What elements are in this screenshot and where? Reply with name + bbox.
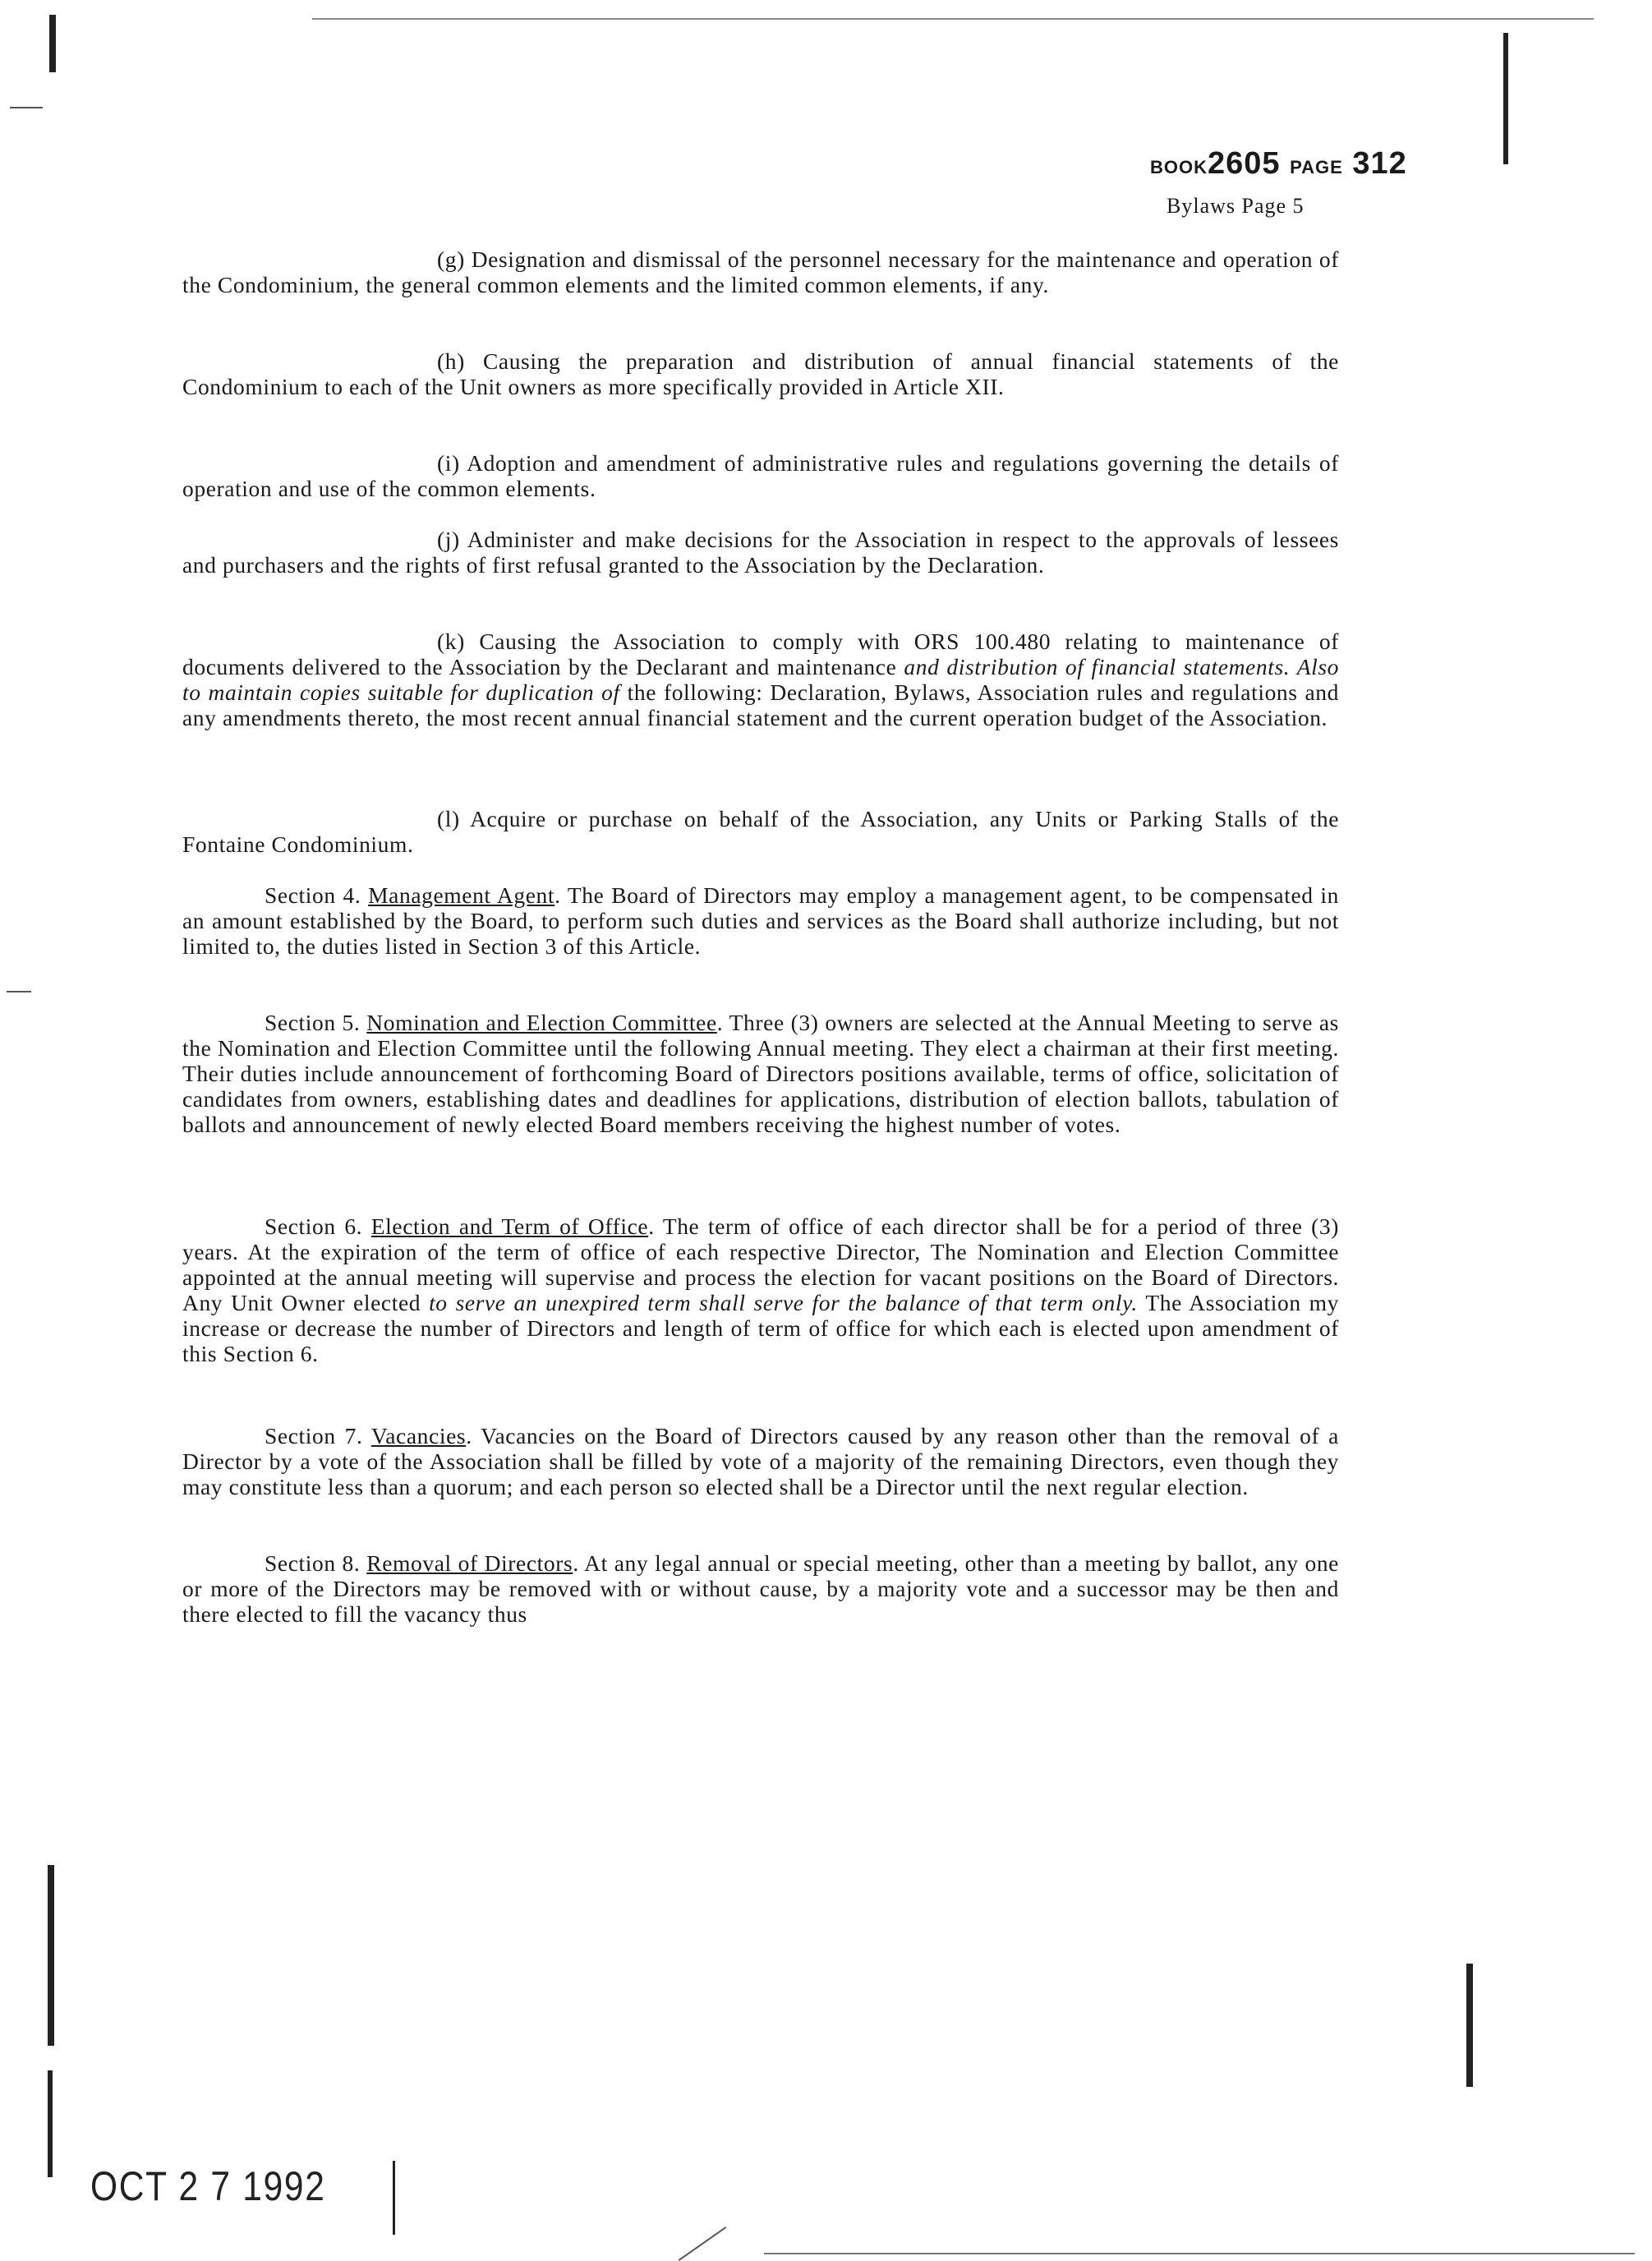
scan-mark-bottom-left-2 (48, 2070, 53, 2177)
paragraph-marker: (j) (437, 527, 460, 552)
paragraph-marker: (g) (437, 246, 465, 272)
paragraph-text: Causing the preparation and distribution of annual financial statements of the Condominium to each of the Unit owners as more specifically provided in Article XII. (182, 348, 1339, 399)
paragraph-text: Acquire or purchase on behalf of the Association, any Units or Parking Stalls of the Fontaine Condominium. (182, 806, 1339, 857)
book-page-stamp: BOOK2605 PAGE 312 (1150, 146, 1407, 181)
section-7: Section 7. Vacancies. Vacancies on the Board of Directors caused by any reason other than the removal of a Director by a vote of the Association shall be filled by vote of a majority of the remaining Directors, even though they may constitute less than a quorum; and each person so elected shall be a Director until the next regular election. (182, 1423, 1339, 1499)
signature-stroke (679, 2226, 726, 2261)
section-text: At any legal annual or special meeting, other than a meeting by ballot, any one or more of the Directors may be removed with or without cause, by a majority vote and a successor may be then and there elected to fill the vacancy thus (182, 1550, 1339, 1627)
section-4: Section 4. Management Agent. The Board of Directors may employ a management agent, to be compensated in an amount established by the Board, to perform such duties and services as the Board shall authorize including, but not limited to, the duties listed in Section 3 of this Article. (182, 882, 1339, 959)
section-8: Section 8. Removal of Directors. At any legal annual or special meeting, other than a meeting by ballot, any one or more of the Directors may be removed with or without cause, by a majority vote and a successor may be then and there elected to fill the vacancy thus (182, 1550, 1339, 1627)
scan-line-bottom (764, 2253, 1635, 2254)
scan-mark-top-right (1503, 33, 1508, 164)
scan-mark-bottom-left (48, 1865, 54, 2046)
signature-mark (393, 2161, 395, 2235)
section-heading: Removal of Directors (366, 1550, 573, 1576)
section-label: Section 4. (265, 882, 361, 908)
paragraph-i (182, 450, 1339, 501)
recording-date-stamp: OCT 2 7 1992 (90, 2163, 326, 2209)
section-6: Section 6. Election and Term of Office. The term of office of each director shall be for a period of three (3) years. At the expiration of the term of office of each respective Director, The Nomination and Election Committee appointed at the annual meeting will supervise and process the election for vacant positions on the Board of Directors. Any Unit Owner elected to serve an unexpired term shall serve for the balance of that term only. The Association my increase or decrease the number of Directors and length of term of office for which each is elected upon amendment of this Section 6. (182, 1213, 1340, 1366)
paragraph-g (182, 246, 1339, 297)
section-text: The Association my increase or decrease the number of Directors and length of term of office for which each is elected upon amendment of this Section 6. (182, 1290, 1340, 1366)
paragraph-l (182, 806, 1339, 857)
paragraph-h (182, 348, 1339, 399)
paragraph-k (182, 629, 1339, 730)
paragraph-marker: (h) (437, 348, 465, 374)
paragraph-j (182, 527, 1339, 578)
section-heading: Vacancies (370, 1423, 467, 1448)
scan-line-top (312, 18, 1594, 20)
scan-mark-bottom-right (1466, 1964, 1473, 2087)
section-label: Section 8. (265, 1550, 361, 1576)
section-label: Section 6. (265, 1213, 363, 1239)
section-heading: Management Agent (368, 882, 555, 908)
section-label: Section 5. (265, 1010, 361, 1035)
scan-mark-left-2 (7, 991, 31, 992)
paragraph-text: Administer and make decisions for the Association in respect to the approvals of lessees and purchasers and the rights of first refusal granted to the Association by the Declaration. (182, 527, 1339, 578)
section-text: The Board of Directors may employ a management agent, to be compensated in an amount established by the Board, to perform such duties and services as the Board shall authorize including, but not limited to, the duties listed in Section 3 of this Article. (182, 882, 1339, 959)
section-heading: Nomination and Election Committee (366, 1010, 717, 1035)
paragraph-text: Causing the Association to comply with ORS 100.480 relating to maintenance of documents delivered to the Association by the Declarant and maintenance (182, 629, 1339, 679)
paragraph-text: Designation and dismissal of the personnel necessary for the maintenance and operation of the Condominium, the general common elements and the limited common elements, if any. (182, 246, 1340, 297)
paragraph-text: Adoption and amendment of administrative rules and regulations governing the details of operation and use of the common elements. (182, 450, 1339, 501)
paragraph-marker: (i) (437, 450, 460, 476)
paragraph-text: the following: Declaration, Bylaws, Association rules and regulations and any amendments thereto, the most recent annual financial statement and the current operation budget of the Association. (182, 679, 1339, 730)
section-text: Vacancies on the Board of Directors caused by any reason other than the removal of a Director by a vote of the Association shall be filled by vote of a majority of the remaining Directors, even though they may constitute less than a quorum; and each person so elected shall be a Director until the next regular election. (182, 1423, 1339, 1499)
section-label: Section 7. (265, 1423, 363, 1448)
section-heading: Election and Term of Office (370, 1213, 649, 1239)
scan-mark-left-1 (10, 107, 43, 108)
paragraph-marker: (k) (437, 629, 465, 654)
section-text: The term of office of each director shall be for a period of three (3) years. At the expiration of the term of office of each respective Director, The Nomination and Election Committee appointed at the annual meeting will supervise and process the election for vacant positions on the Board of Directors. Any Unit Owner elected (182, 1213, 1339, 1315)
section-text: Three (3) owners are selected at the Annual Meeting to serve as the Nomination and Election Committee until the following Annual meeting. They elect a chairman at their first meeting. Their duties include announcement of forthcoming Board of Directors positions available, terms of office, solicitation of candidates from owners, establishing dates and deadlines for applications, distribution of election ballots, tabulation of ballots and announcement of newly elected Board members receiving the highest number of votes. (182, 1010, 1339, 1137)
section-text-italic: to serve an unexpired term shall serve for the balance of that term only. (429, 1290, 1138, 1315)
section-5: Section 5. Nomination and Election Committee. Three (3) owners are selected at the Annual Meeting to serve as the Nomination and Election Committee until the following Annual meeting. They elect a chairman at their first meeting. Their duties include announcement of forthcoming Board of Directors positions available, terms of office, solicitation of candidates from owners, establishing dates and deadlines for applications, distribution of election ballots, tabulation of ballots and announcement of newly elected Board members receiving the highest number of votes. (182, 1010, 1339, 1137)
paragraph-text-italic: and distribution of financial statements. Also to maintain copies suitable for duplication of (182, 654, 1339, 705)
scan-mark-top-left (49, 15, 56, 72)
paragraph-marker: (l) (437, 806, 460, 831)
running-header: Bylaws Page 5 (1167, 194, 1305, 218)
